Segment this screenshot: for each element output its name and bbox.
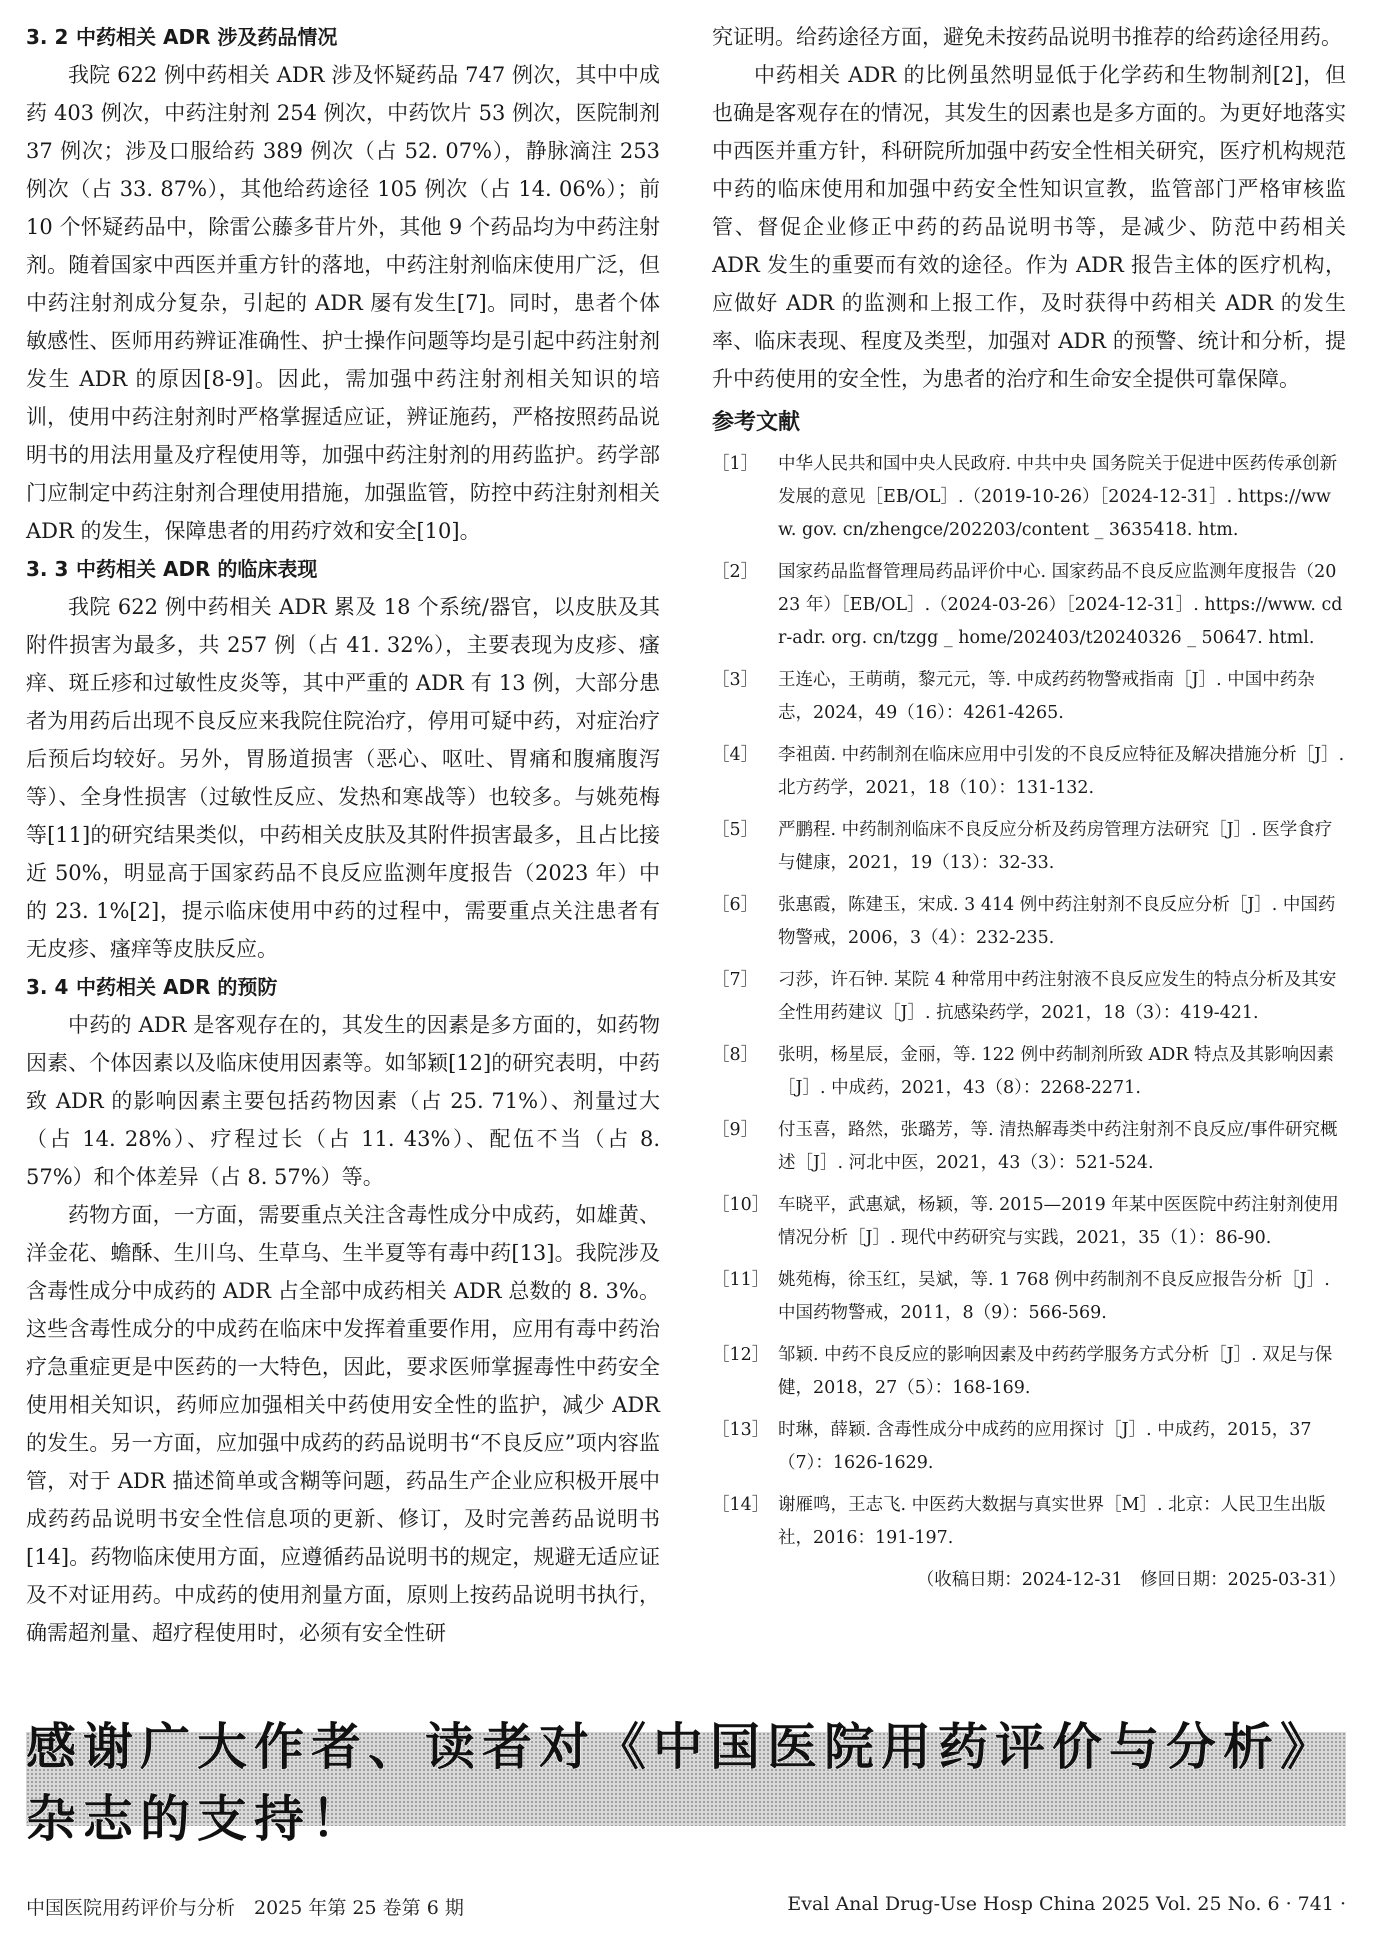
reference-item: [712, 1264, 1346, 1330]
reference-number: ［10］: [712, 1195, 770, 1215]
reference-number: ［11］: [712, 1270, 770, 1290]
reference-item: [712, 814, 1346, 880]
section-heading-3-4: 3. 4 中药相关 ADR 的预防: [26, 975, 278, 999]
reference-number: ［7］: [712, 970, 759, 990]
body-paragraph: 中药相关 ADR 的比例虽然明显低于化学药和生物制剂[2]，但也确是客观存在的情况，其发生的因素也是多方面的。为更好地落实中西医并重方针，科研院所加强中药安全性相关研究，医疗机构规范中药的临床使用和加强中药安全性知识宣教，监管部门严格审核监管、督促企业修正中药的药品说明书等，是减少、防范中药相关 ADR 发生的重要而有效的途径。作为 ADR 报告主体的医疗机构，应做好 ADR 的监测和上报工作，及时获得中药相关 ADR 的发生率、临床表现、程度及类型，加强对 ADR 的预警、统计和分析，提升中药使用的安全性，为患者的治疗和生命安全提供可靠保障。: [712, 63, 1346, 391]
reference-text: 李祖茵. 中药制剂在临床应用中引发的不良反应特征及解决措施分析［J］. 北方药学，2021，18（10）：131-132.: [778, 745, 1345, 798]
reference-number: ［4］: [712, 745, 759, 765]
reference-text: 国家药品监督管理局药品评价中心. 国家药品不良反应监测年度报告（2023 年）［EB/OL］.（2024-03-26）［2024-12-31］. https://www. cdr-adr. org. cn/tzgg _ home/202403/t20240326 _ 50647. html.: [778, 562, 1343, 648]
section-heading-3-2: 3. 2 中药相关 ADR 涉及药品情况: [26, 25, 338, 49]
reference-item: [712, 556, 1346, 655]
body-paragraph: 我院 622 例中药相关 ADR 涉及怀疑药品 747 例次，其中中成药 403 例次，中药注射剂 254 例次，中药饮片 53 例次，医院制剂 37 例次；涉及口服给药 389 例次（占 52. 07%），静脉滴注 253 例次（占 33. 87%），其他给药途径 105 例次（占 14. 06%）；前 10 个怀疑药品中，除雷公藤多苷片外，其他 9 个药品均为中药注射剂。随着国家中西医并重方针的落地，中药注射剂临床使用广泛，但中药注射剂成分复杂，引起的 ADR 屡有发生[7]。同时，患者个体敏感性、医师用药辨证准确性、护士操作问题等均是引起中药注射剂发生 ADR 的原因[8-9]。因此，需加强中药注射剂相关知识的培训，使用中药注射剂时严格掌握适应证，辨证施药，严格按照药品说明书的用法用量及疗程使用等，加强中药注射剂的用药监护。药学部门应制定中药注射剂合理使用措施，加强监管，防控中药注射剂相关 ADR 的发生，保障患者的用药疗效和安全[10]。: [26, 63, 660, 543]
reference-item: [712, 739, 1346, 805]
reference-item: [712, 1489, 1346, 1555]
reference-text: 刁莎，许石钟. 某院 4 种常用中药注射液不良反应发生的特点分析及其安全性用药建议［J］. 抗感染药学，2021，18（3）：419-421.: [778, 970, 1337, 1023]
reference-text: 严鹏程. 中药制剂临床不良反应分析及药房管理方法研究［J］. 医学食疗与健康，2021，19（13）：32-33.: [778, 820, 1333, 873]
reference-item: [712, 1414, 1346, 1480]
reference-item: [712, 1039, 1346, 1105]
body-paragraph: 中药的 ADR 是客观存在的，其发生的因素是多方面的，如药物因素、个体因素以及临床使用因素等。如邹颖[12]的研究表明，中药致 ADR 的影响因素主要包括药物因素（占 25. 71%）、剂量过大（占 14. 28%）、疗程过长（占 11. 43%）、配伍不当（占 8. 57%）和个体差异（占 8. 57%）等。: [26, 1013, 660, 1189]
reference-number: ［14］: [712, 1495, 770, 1515]
reference-number: ［3］: [712, 670, 759, 690]
reference-text: 王连心，王萌萌，黎元元，等. 中成药药物警戒指南［J］. 中国中药杂志，2024，49（16）：4261-4265.: [778, 670, 1315, 723]
body-paragraph: 药物方面，一方面，需要重点关注含毒性成分中成药，如雄黄、洋金花、蟾酥、生川乌、生草乌、生半夏等有毒中药[13]。我院涉及含毒性成分中成药的 ADR 占全部中成药相关 ADR 总数的 8. 3%。这些含毒性成分的中成药在临床中发挥着重要作用，应用有毒中药治疗急重症更是中医药的一大特色，因此，要求医师掌握毒性中药安全使用相关知识，药师应加强相关中药使用安全性的监护，减少 ADR 的发生。另一方面，应加强中成药的药品说明书“不良反应”项内容监管，对于 ADR 描述简单或含糊等问题，药品生产企业应积极开展中成药药品说明书安全性信息项的更新、修订，及时完善药品说明书[14]。药物临床使用方面，应遵循药品说明书的规定，规避无适应证及不对证用药。中成药的使用剂量方面，原则上按药品说明书执行，确需超剂量、超疗程使用时，必须有安全性研: [26, 1203, 660, 1645]
body-paragraph: 我院 622 例中药相关 ADR 累及 18 个系统/器官，以皮肤及其附件损害为最多，共 257 例（占 41. 32%），主要表现为皮疹、瘙痒、斑丘疹和过敏性皮炎等，其中严重的 ADR 有 13 例，大部分患者为用药后出现不良反应来我院住院治疗，停用可疑中药，对症治疗后预后均较好。另外，胃肠道损害（恶心、呕吐、胃痛和腹痛腹泻等）、全身性损害（过敏性反应、发热和寒战等）也较多。与姚苑梅等[11]的研究结果类似，中药相关皮肤及其附件损害最多，且占比接近 50%，明显高于国家药品不良反应监测年度报告（2023 年）中的 23. 1%[2]，提示临床使用中药的过程中，需要重点关注患者有无皮疹、瘙痒等皮肤反应。: [26, 595, 660, 961]
received-dates: （收稿日期：2024-12-31 修回日期：2025-03-31）: [916, 1570, 1346, 1590]
continued-paragraph: 究证明。给药途径方面，避免未按药品说明书推荐的给药途径用药。: [712, 25, 1342, 49]
reference-text: 时琳，薛颖. 含毒性成分中成药的应用探讨［J］. 中成药，2015，37（7）：1626-1629.: [778, 1420, 1312, 1473]
reference-item: [712, 1189, 1346, 1255]
footer-journal-en: Eval Anal Drug-Use Hosp China 2025 Vol. 25 No. 6 · 741 ·: [787, 1893, 1346, 1915]
reference-number: ［2］: [712, 562, 759, 582]
reference-text: 付玉喜，路然，张璐芳，等. 清热解毒类中药注射剂不良反应/事件研究概述［J］. 河北中医，2021，43（3）：521-524.: [778, 1120, 1338, 1173]
reference-text: 邹颖. 中药不良反应的影响因素及中药药学服务方式分析［J］. 双足与保健，2018，27（5）：168-169.: [778, 1345, 1333, 1398]
reference-item: [712, 448, 1346, 547]
reference-list: [712, 448, 1346, 1555]
reference-text: 谢雁鸣，王志飞. 中医药大数据与真实世界［M］. 北京：人民卫生出版社，2016：191-197.: [778, 1495, 1326, 1548]
references-heading: 参考文献: [712, 410, 801, 435]
reference-text: 姚苑梅，徐玉红，吴斌，等. 1 768 例中药制剂不良反应报告分析［J］. 中国药物警戒，2011，8（9）：566-569.: [778, 1270, 1330, 1323]
reference-number: ［8］: [712, 1045, 759, 1065]
reference-item: [712, 964, 1346, 1030]
footer-journal-cn: 中国医院用药评价与分析 2025 年第 25 卷第 6 期: [26, 1897, 464, 1919]
reference-number: ［6］: [712, 895, 759, 915]
reference-text: 中华人民共和国中央人民政府. 中共中央 国务院关于促进中医药传承创新发展的意见［EB/OL］.（2019-10-26）［2024-12-31］. https://www. gov. cn/zhengce/202203/content _ 3635418. htm.: [778, 454, 1338, 540]
left-column: [26, 18, 660, 1652]
page-footer: [26, 1893, 1346, 1920]
section-heading-3-3: 3. 3 中药相关 ADR 的临床表现: [26, 557, 318, 581]
reference-number: ［9］: [712, 1120, 759, 1140]
reference-item: [712, 664, 1346, 730]
reference-number: ［13］: [712, 1420, 770, 1440]
reference-text: 车晓平，武惠斌，杨颖，等. 2015—2019 年某中医医院中药注射剂使用情况分析［J］. 现代中药研究与实践，2021，35（1）：86-90.: [778, 1195, 1339, 1248]
reference-item: [712, 889, 1346, 955]
thanks-banner: [26, 1717, 1346, 1848]
reference-text: 张惠霞，陈建玉，宋成. 3 414 例中药注射剂不良反应分析［J］. 中国药物警戒，2006，3（4）：232-235.: [778, 895, 1336, 948]
right-column: [712, 18, 1346, 1596]
reference-text: 张明，杨星辰，金丽，等. 122 例中药制剂所致 ADR 特点及其影响因素［J］. 中成药，2021，43（8）：2268-2271.: [778, 1045, 1335, 1098]
reference-item: [712, 1114, 1346, 1180]
reference-item: [712, 1339, 1346, 1405]
reference-number: ［1］: [712, 454, 759, 474]
reference-number: ［12］: [712, 1345, 770, 1365]
reference-number: ［5］: [712, 820, 759, 840]
banner-text: 感谢广大作者、读者对《中国医院用药评价与分析》杂志的支持！: [26, 1717, 1337, 1848]
